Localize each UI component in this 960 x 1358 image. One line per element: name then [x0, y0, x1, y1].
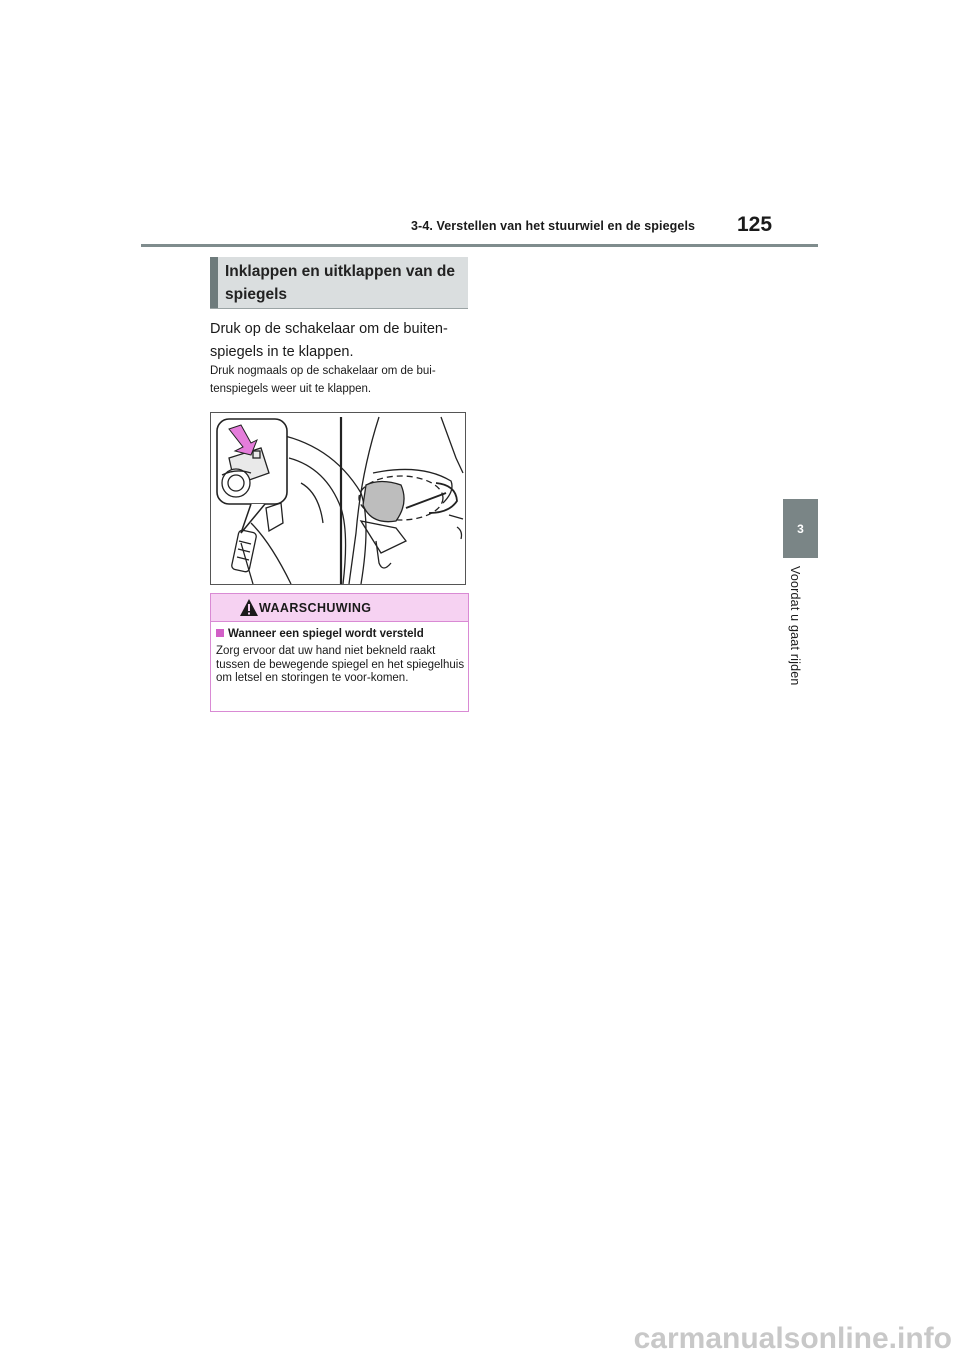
watermark: carmanualsonline.info: [633, 1322, 952, 1355]
chapter-label: Voordat u gaat rijden: [788, 566, 802, 686]
mirror-switch-illustration: [210, 412, 466, 585]
page-number: 125: [737, 213, 773, 236]
chapter-number: 3: [797, 521, 804, 536]
section-heading: Inklappen en uitklappen van de spiegels: [225, 263, 455, 303]
header-divider: [141, 244, 818, 247]
heading-accent-bar: [210, 257, 218, 308]
chapter-tab: [783, 499, 818, 558]
warning-subheading-row: [216, 628, 424, 640]
instruction-text: Druk op de schakelaar om de buiten-spiegels in te klappen.: [210, 321, 448, 360]
warning-subheading: Wanneer een spiegel wordt versteld: [228, 628, 424, 640]
section-title: 3-4. Verstellen van het stuurwiel en de spiegels: [411, 219, 696, 233]
bullet-square-icon: [216, 629, 224, 637]
warning-header: [211, 594, 468, 622]
section-heading-box: [210, 257, 468, 309]
warning-box: [210, 593, 469, 712]
warning-title: WAARSCHUWING: [259, 601, 372, 615]
warning-text: Zorg ervoor dat uw hand niet bekneld raakt tussen de bewegende spiegel en het spiegelhuis om letsel en storingen te voor-komen.: [216, 645, 465, 684]
instruction-note: Druk nogmaals op de schakelaar om de bui-tenspiegels weer uit te klappen.: [210, 365, 436, 395]
illustration-drawing: [211, 413, 465, 584]
warning-triangle-icon: [239, 598, 259, 617]
